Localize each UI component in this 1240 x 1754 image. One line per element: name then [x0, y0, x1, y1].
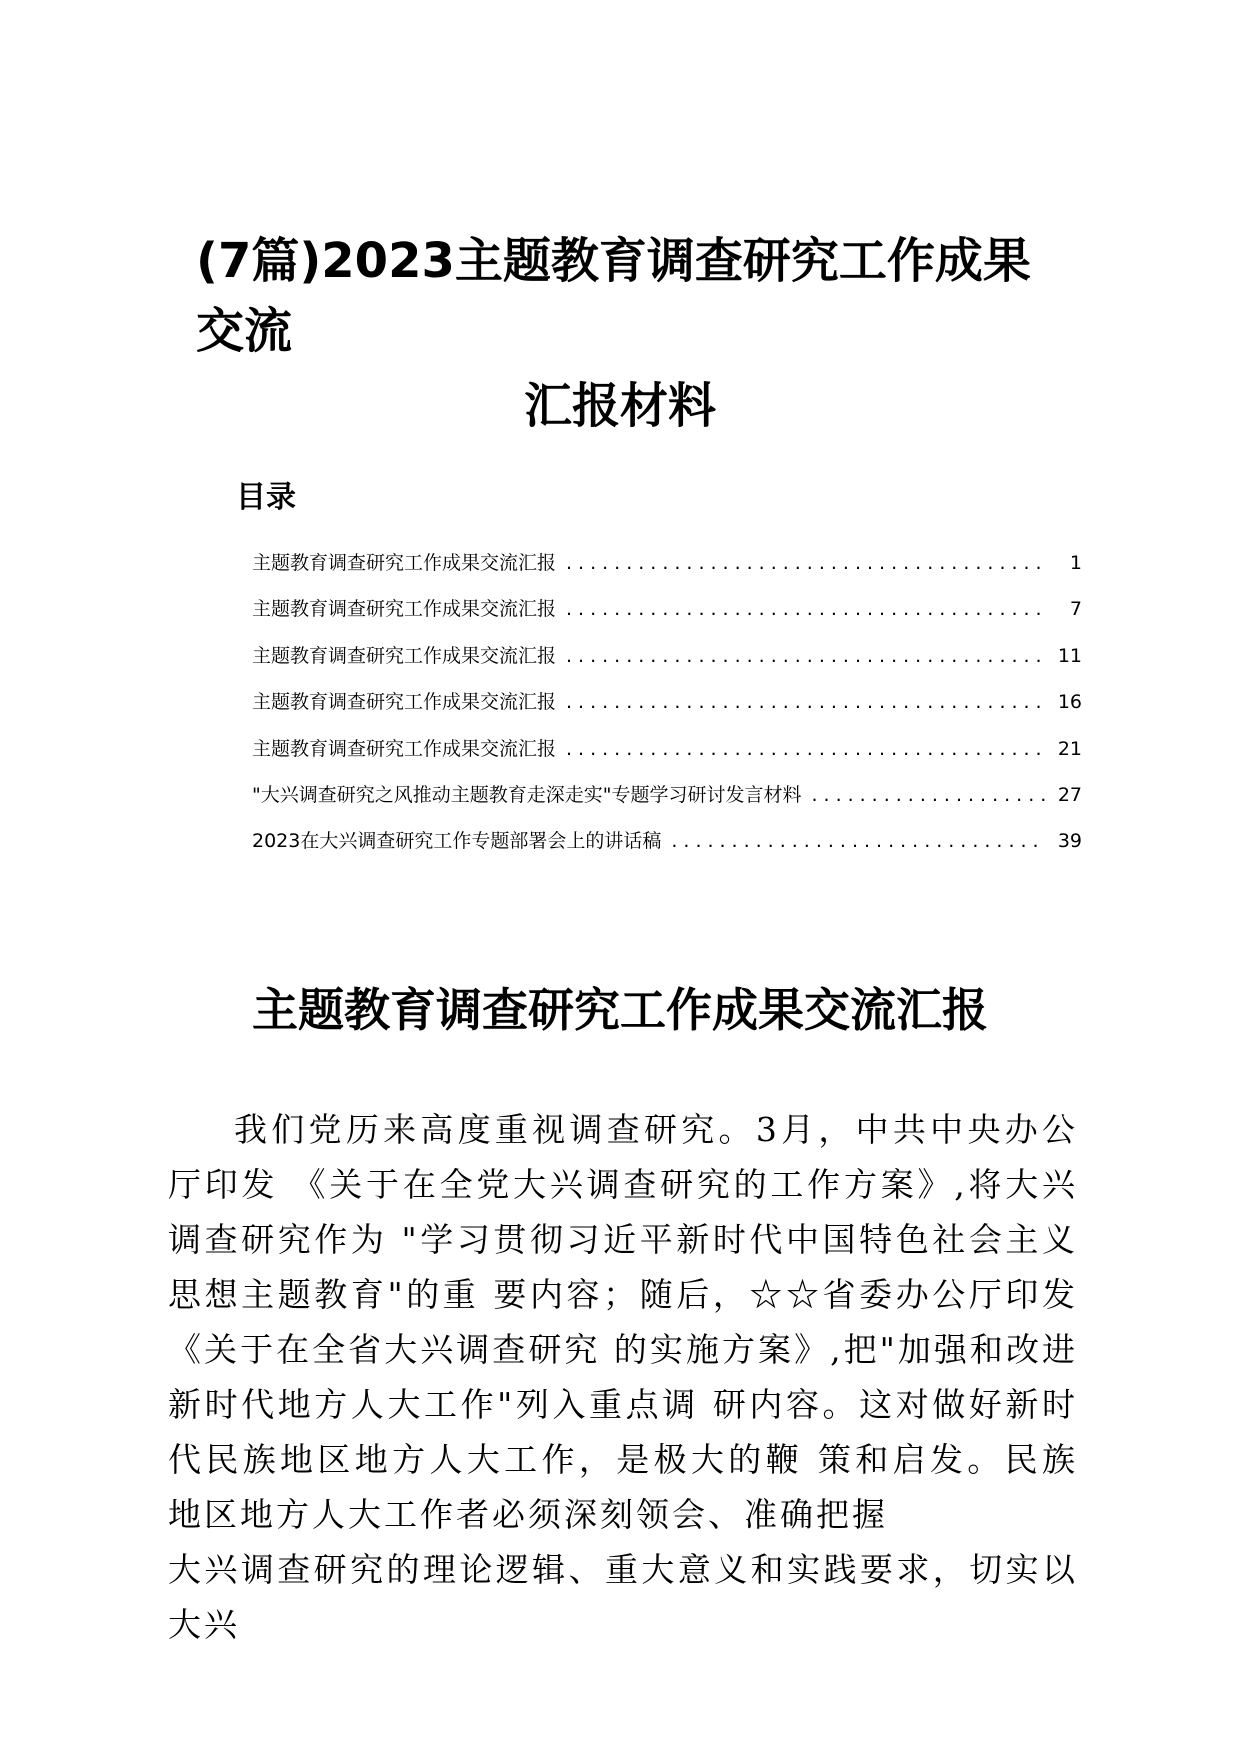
- toc-entry-title: "大兴调查研究之风推动主题教育走深走实"专题学习研讨发言材料: [252, 783, 802, 806]
- toc-entry-title: 主题教育调查研究工作成果交流汇报: [252, 691, 557, 714]
- toc-entry-title: 主题教育调查研究工作成果交流汇报: [252, 644, 557, 667]
- toc-entry[interactable]: [252, 726, 1082, 772]
- toc-entry-page: 11: [1057, 644, 1082, 667]
- toc-dot-leader: [566, 586, 1048, 632]
- toc-entry[interactable]: [252, 586, 1082, 632]
- toc-dot-leader: [566, 726, 1046, 772]
- toc-dot-leader: [811, 772, 1045, 818]
- toc-entry[interactable]: [252, 540, 1082, 586]
- document-subtitle: 汇报材料: [523, 378, 716, 434]
- toc-entry-page: 7: [1069, 598, 1082, 621]
- toc-entry-title: 主题教育调查研究工作成果交流汇报: [252, 598, 557, 621]
- toc-entry-page: 39: [1057, 830, 1082, 853]
- toc-entry[interactable]: [252, 679, 1082, 725]
- toc-entry-page: 16: [1057, 691, 1082, 714]
- body-paragraph: 我们党历来高度重视调查研究。3月，中共中央办公厅印发 《关于在全党大兴调查研究的工作方案》,将大兴调查研究作为 "学习贯彻习近平新时代中国特色社会主义思想主题教育"的重 要内容；随后，☆☆省委办公厅印发《关于在全省大兴调查研究 的实施方案》,把"加强和改进新时代地方人大工作"列入重点调 研内容。这对做好新时代民族地区地方人大工作，是极大的鞭 策和启发。民族地区地方人大工作者必须深刻领会、准确把握: [168, 1110, 1078, 1534]
- toc-entry-title: 2023在大兴调查研究工作专题部署会上的讲话稿: [252, 830, 662, 853]
- body-paragraph: 大兴调查研究的理论逻辑、重大意义和实践要求，切实以大兴: [168, 1550, 1078, 1644]
- toc-entry-page: 27: [1057, 783, 1082, 806]
- section-body: [168, 1102, 1078, 1652]
- toc-entry[interactable]: [252, 772, 1082, 818]
- toc-entry[interactable]: [252, 633, 1082, 679]
- toc-heading: 目录: [236, 480, 296, 515]
- toc-dot-leader: [671, 818, 1045, 864]
- toc-dot-leader: [566, 679, 1046, 725]
- section-title: 主题教育调查研究工作成果交流汇报: [252, 983, 988, 1037]
- toc-entry-title: 主题教育调查研究工作成果交流汇报: [252, 737, 557, 760]
- toc-entry-page: 21: [1057, 737, 1082, 760]
- toc-entry-page: 1: [1069, 552, 1082, 574]
- toc-dot-leader: [566, 540, 1048, 586]
- toc-entry-title: 主题教育调查研究工作成果交流汇报: [252, 552, 557, 574]
- document-title: (7篇)2023主题教育调查研究工作成果交流: [196, 233, 1031, 359]
- toc-dot-leader: [566, 633, 1046, 679]
- table-of-contents: [252, 540, 1082, 865]
- toc-entry[interactable]: [252, 818, 1082, 864]
